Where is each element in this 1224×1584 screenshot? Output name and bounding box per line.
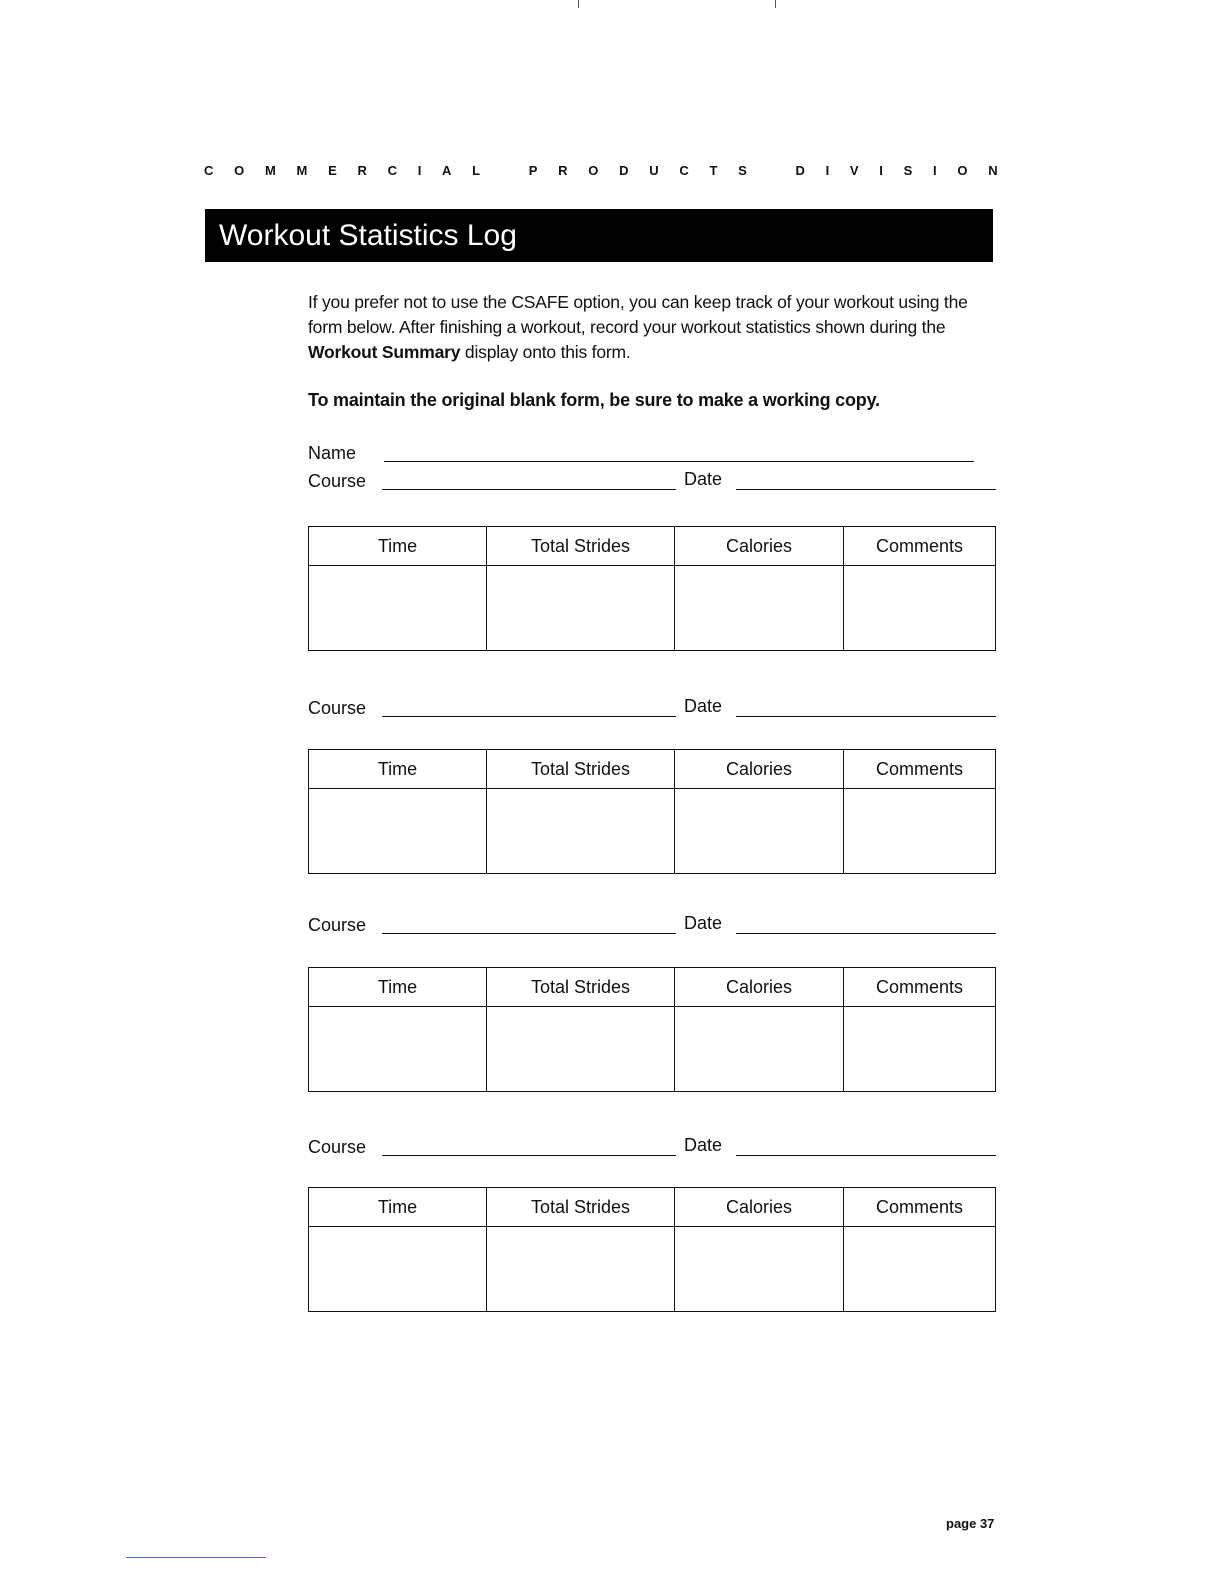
entry-cell[interactable] [675, 566, 844, 651]
intro-paragraph [308, 290, 998, 365]
date-label: Date [684, 913, 723, 933]
course-date-row [308, 468, 998, 496]
entry-cell[interactable] [844, 1227, 996, 1312]
crop-mark [578, 0, 579, 8]
header-letter: N [988, 162, 998, 178]
header-letter: I [825, 162, 830, 178]
entry-cell[interactable] [487, 1227, 675, 1312]
date-input-line[interactable] [736, 489, 996, 490]
course-input-line[interactable] [382, 489, 676, 490]
header-letter: O [588, 162, 599, 178]
entry-cell[interactable] [487, 789, 675, 874]
column-header: Time [309, 750, 487, 789]
course-date-row [308, 912, 998, 940]
column-header: Time [309, 527, 487, 566]
header-gap [768, 163, 775, 178]
header-letter: S [738, 162, 747, 178]
course-input-line[interactable] [382, 933, 676, 934]
name-label: Name [308, 443, 357, 463]
intro-text-end: display onto this form. [460, 342, 631, 362]
header-letter: C [204, 162, 214, 178]
header-letter: C [387, 162, 397, 178]
column-header: Total Strides [487, 750, 675, 789]
header-letter: T [709, 162, 718, 178]
header-letter: D [619, 162, 629, 178]
workout-stats-table [308, 749, 996, 874]
column-header: Calories [675, 968, 844, 1007]
date-label: Date [684, 469, 723, 489]
header-letter: R [357, 162, 367, 178]
column-header: Calories [675, 1188, 844, 1227]
course-label: Course [308, 698, 367, 718]
column-header: Time [309, 1188, 487, 1227]
header-letter: L [472, 162, 481, 178]
header-letter: M [264, 162, 276, 178]
header-letter: V [849, 162, 859, 178]
column-header: Total Strides [487, 527, 675, 566]
date-input-line[interactable] [736, 716, 996, 717]
header-letter: U [649, 162, 659, 178]
header-letter: S [903, 162, 913, 178]
name-input-line[interactable] [384, 461, 974, 462]
course-label: Course [308, 471, 367, 491]
column-header: Calories [675, 527, 844, 566]
copy-notice: To maintain the original blank form, be sure to make a working copy. [308, 390, 880, 410]
header-letter: R [558, 162, 568, 178]
header-letter: P [528, 162, 538, 178]
column-header: Comments [844, 527, 996, 566]
page-number: page 37 [946, 1516, 995, 1531]
header-letter: D [795, 162, 805, 178]
entry-cell[interactable] [309, 566, 487, 651]
workout-stats-table [308, 526, 996, 651]
workout-stats-table [308, 967, 996, 1092]
entry-cell[interactable] [487, 566, 675, 651]
header-gap [501, 163, 508, 178]
intro-text: If you prefer not to use the CSAFE option, you can keep track of your workout using the form below. After finishing a workout, record your workout statistics shown during the [308, 292, 968, 337]
header-letter: C [679, 162, 689, 178]
header-letter: A [442, 162, 452, 178]
entry-cell[interactable] [487, 1007, 675, 1092]
entry-cell[interactable] [844, 566, 996, 651]
column-header: Comments [844, 750, 996, 789]
course-date-row [308, 695, 998, 723]
footer-rule [126, 1557, 266, 1558]
crop-mark [775, 0, 776, 8]
header-letter: I [879, 162, 883, 178]
entry-cell[interactable] [675, 1227, 844, 1312]
entry-cell[interactable] [844, 789, 996, 874]
header-letter: E [328, 162, 337, 178]
course-date-row [308, 1134, 998, 1162]
division-header [204, 158, 998, 182]
course-label: Course [308, 1137, 367, 1157]
column-header: Comments [844, 968, 996, 1007]
name-field-row [308, 440, 998, 468]
course-label: Course [308, 915, 367, 935]
column-header: Total Strides [487, 968, 675, 1007]
workout-stats-table [308, 1187, 996, 1312]
column-header: Comments [844, 1188, 996, 1227]
date-label: Date [684, 696, 723, 716]
intro-bold-text: Workout Summary [308, 342, 461, 362]
header-letter: O [957, 162, 968, 178]
column-header: Calories [675, 750, 844, 789]
entry-cell[interactable] [675, 1007, 844, 1092]
header-letter: I [933, 162, 937, 178]
date-input-line[interactable] [736, 933, 996, 934]
page-title: Workout Statistics Log [205, 209, 993, 262]
header-letter: I [417, 162, 422, 178]
header-letter: M [296, 162, 308, 178]
entry-cell[interactable] [309, 1227, 487, 1312]
entry-cell[interactable] [309, 1007, 487, 1092]
header-letter: O [234, 162, 245, 178]
entry-cell[interactable] [675, 789, 844, 874]
date-label: Date [684, 1135, 723, 1155]
column-header: Time [309, 968, 487, 1007]
column-header: Total Strides [487, 1188, 675, 1227]
entry-cell[interactable] [309, 789, 487, 874]
date-input-line[interactable] [736, 1155, 996, 1156]
course-input-line[interactable] [382, 716, 676, 717]
course-input-line[interactable] [382, 1155, 676, 1156]
entry-cell[interactable] [844, 1007, 996, 1092]
